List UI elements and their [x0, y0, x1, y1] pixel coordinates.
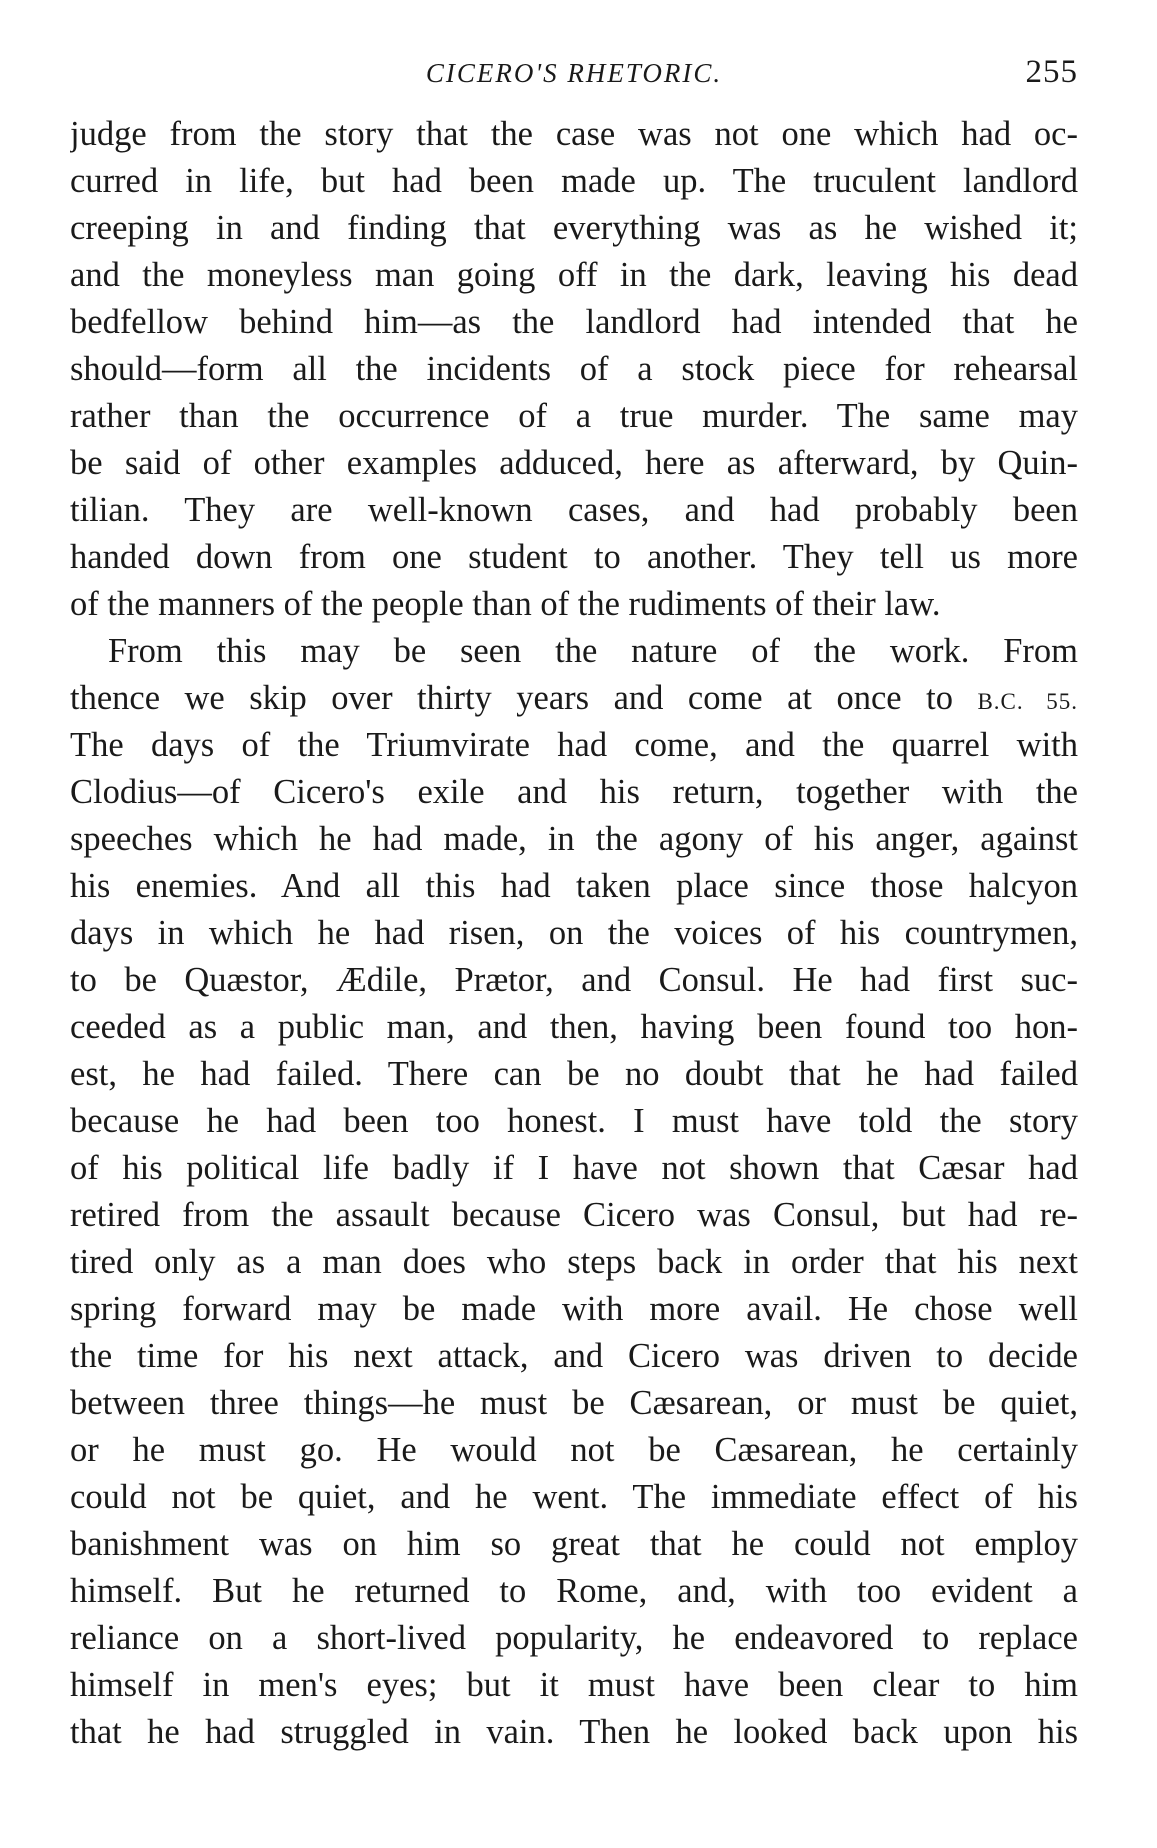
text-line: the time for his next attack, and Cicero was driven to decide: [70, 1337, 1078, 1375]
text-line: because he had been too honest. I must have told the story: [70, 1102, 1078, 1140]
date-reference: B.C. 55.: [977, 689, 1078, 714]
text-line: of his political life badly if I have not shown that Cæsar had: [70, 1149, 1078, 1187]
running-title: CICERO'S RHETORIC.: [425, 58, 723, 88]
text-line: creeping in and finding that everything was as he wished it;: [70, 209, 1078, 247]
text-line: between three things—he must be Cæsarean, or must be quiet,: [70, 1384, 1078, 1422]
text-line: to be Quæstor, Ædile, Prætor, and Consul. He had first suc-: [70, 961, 1078, 999]
text-line: The days of the Triumvirate had come, and the quarrel with: [70, 726, 1078, 764]
text-line: himself in men's eyes; but it must have been clear to him: [70, 1666, 1078, 1704]
text-line: tired only as a man does who steps back in order that his next: [70, 1243, 1078, 1281]
text-line: could not be quiet, and he went. The immediate effect of his: [70, 1478, 1078, 1516]
text-line: bedfellow behind him—as the landlord had intended that he: [70, 303, 1078, 341]
text-line-with-date: [70, 675, 1078, 722]
text-line: speeches which he had made, in the agony of his anger, against: [70, 820, 1078, 858]
text-line: or he must go. He would not be Cæsarean, he certainly: [70, 1431, 1078, 1469]
text-line: ceeded as a public man, and then, having been found too hon-: [70, 1008, 1078, 1046]
text-line: and the moneyless man going off in the dark, leaving his dead: [70, 256, 1078, 294]
text-line: judge from the story that the case was not one which had oc-: [70, 115, 1078, 153]
body-text: [70, 111, 1078, 1756]
text-line: be said of other examples adduced, here as afterward, by Quin-: [70, 444, 1078, 482]
running-head: [70, 52, 1078, 102]
text-line: est, he had failed. There can be no doubt that he had failed: [70, 1055, 1078, 1093]
text-line: spring forward may be made with more avail. He chose well: [70, 1290, 1078, 1328]
text-line: tilian. They are well-known cases, and had probably been: [70, 491, 1078, 529]
text-line: rather than the occurrence of a true murder. The same may: [70, 397, 1078, 435]
page-number: 255: [1025, 54, 1078, 90]
text-line: himself. But he returned to Rome, and, with too evident a: [70, 1572, 1078, 1610]
text-line: retired from the assault because Cicero was Consul, but had re-: [70, 1196, 1078, 1234]
text-line: handed down from one student to another. They tell us more: [70, 538, 1078, 576]
text-line: should—form all the incidents of a stock piece for rehearsal: [70, 350, 1078, 388]
text-line: Clodius—of Cicero's exile and his return, together with the: [70, 773, 1078, 811]
text-line: days in which he had risen, on the voices of his countrymen,: [70, 914, 1078, 952]
paragraph-end-line: of the manners of the people than of the rudiments of their law.: [70, 585, 941, 623]
text-line: that he had struggled in vain. Then he looked back upon his: [70, 1713, 1078, 1751]
text-line: reliance on a short-lived popularity, he endeavored to replace: [70, 1619, 1078, 1657]
text-line: curred in life, but had been made up. The truculent landlord: [70, 162, 1078, 200]
text-segment: thence we skip over thirty years and come at once to: [70, 679, 953, 717]
paragraph-start-line: From this may be seen the nature of the work. From: [108, 632, 1078, 670]
text-line: banishment was on him so great that he could not employ: [70, 1525, 1078, 1563]
text-line: his enemies. And all this had taken place since those halcyon: [70, 867, 1078, 905]
